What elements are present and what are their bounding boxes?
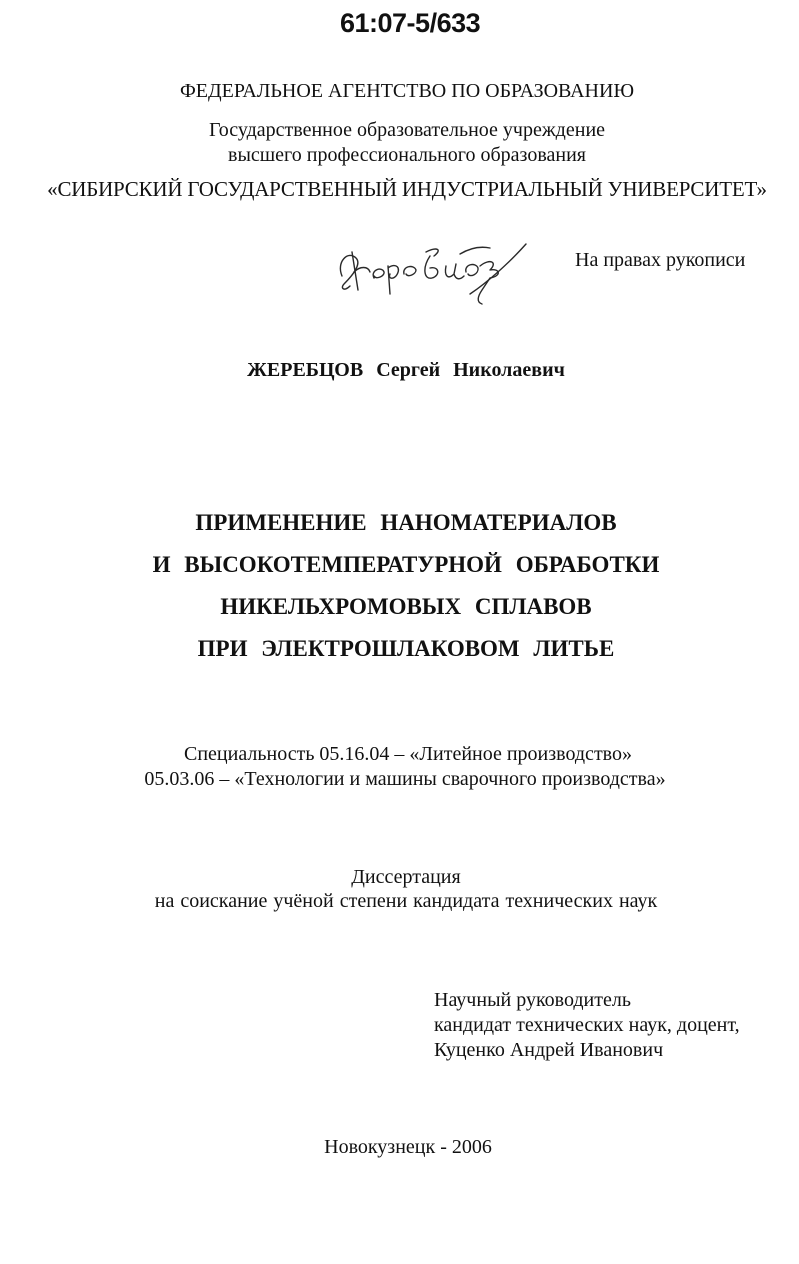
catalog-number: 61:07-5/633 [340, 8, 481, 38]
author-patronymic: Николаевич [453, 359, 565, 381]
specialty-line-1: Специальность 05.16.04 – «Литейное производство» [184, 743, 632, 765]
institution-line-2: высшего профессионального образования [228, 144, 586, 166]
manuscript-note: На правах рукописи [575, 249, 746, 271]
author-surname: ЖЕРЕБЦОВ [247, 359, 364, 381]
city-year: Новокузнецк - 2006 [324, 1136, 492, 1158]
author-name [0, 359, 799, 382]
supervisor-credentials: кандидат технических наук, доцент, [434, 1014, 740, 1036]
title-line: ПРИ ЭЛЕКТРОШЛАКОВОМ ЛИТЬЕ [197, 636, 615, 661]
institution-line-1: Государственное образовательное учреждение [208, 119, 606, 141]
agency-name: ФЕДЕРАЛЬНОЕ АГЕНТСТВО ПО ОБРАЗОВАНИЮ [179, 80, 634, 102]
title-line: НИКЕЛЬХРОМОВЫХ СПЛАВОВ [220, 594, 592, 619]
university-name: «СИБИРСКИЙ ГОСУДАРСТВЕННЫЙ ИНДУСТРИАЛЬНЫЙ УНИВЕРСИТЕТ» [47, 177, 767, 201]
title-line: ПРИМЕНЕНИЕ НАНОМАТЕРИАЛОВ [195, 510, 617, 535]
supervisor-name: Куценко Андрей Иванович [434, 1039, 664, 1061]
handwritten-signature-icon [330, 232, 530, 312]
supervisor-role: Научный руководитель [434, 989, 631, 1011]
supervisor-block [434, 988, 740, 1063]
title-line: И ВЫСОКОТЕМПЕРАТУРНОЙ ОБРАБОТКИ [152, 552, 660, 577]
degree-line: на соискание учёной степени кандидата технических наук [154, 890, 658, 912]
dissertation-title [0, 502, 799, 670]
author-given-name: Сергей [376, 359, 441, 381]
specialty-line-2: 05.03.06 – «Технологии и машины сварочного производства» [144, 768, 666, 790]
dissertation-label: Диссертация [351, 866, 461, 888]
